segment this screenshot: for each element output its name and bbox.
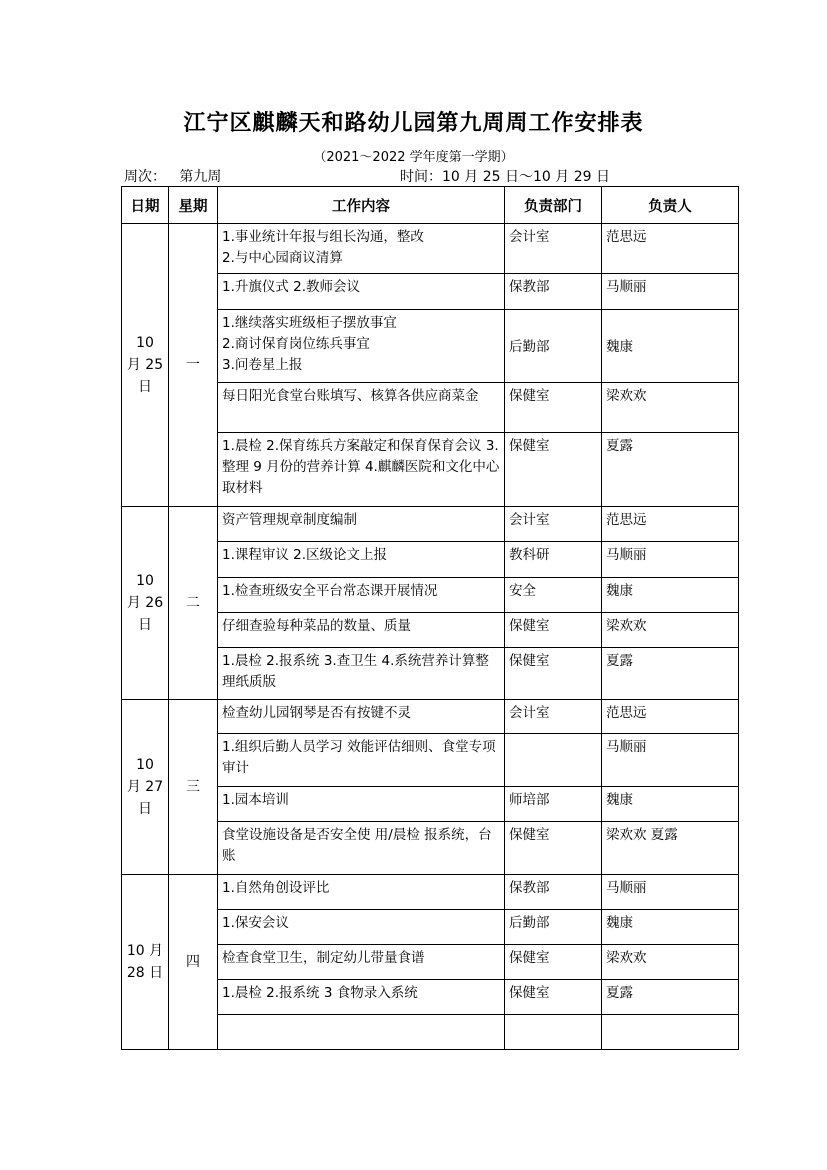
work-content-cell: 每日阳光食堂台账填写、核算各供应商菜金 — [218, 383, 505, 433]
work-content-cell: 1.园本培训 — [218, 787, 505, 822]
person-cell: 范思远 — [602, 700, 739, 734]
table-row — [122, 224, 739, 274]
table-header-row — [122, 187, 739, 224]
work-content-cell: 1.自然角创设评比 — [218, 875, 505, 910]
column-header-department: 负责部门 — [505, 187, 602, 224]
date-cell: 10 月 27 日 — [122, 700, 169, 875]
person-cell: 夏露 — [602, 980, 739, 1015]
department-cell: 保健室 — [505, 383, 602, 433]
department-cell: 保健室 — [505, 648, 602, 700]
table-row — [122, 507, 739, 542]
person-cell: 魏康 — [602, 310, 739, 383]
work-content-cell: 检查幼儿园钢琴是否有按键不灵 — [218, 700, 505, 734]
date-cell: 10 月 26 日 — [122, 507, 169, 700]
department-cell — [505, 734, 602, 787]
work-content-cell: 仔细查验每种菜品的数量、质量 — [218, 613, 505, 648]
work-content-cell: 1.晨检 2.保育练兵方案敲定和保育保育会议 3.整理 9 月份的营养计算 4.麒麟医院和文化中心取材料 — [218, 433, 505, 507]
person-cell: 范思远 — [602, 224, 739, 274]
department-cell: 会计室 — [505, 507, 602, 542]
person-cell: 马顺丽 — [602, 875, 739, 910]
person-cell: 魏康 — [602, 578, 739, 613]
person-cell: 马顺丽 — [602, 274, 739, 310]
work-content-cell: 1.继续落实班级柜子摆放事宜 2.商讨保育岗位练兵事宜 3.问卷星上报 — [218, 310, 505, 383]
department-cell: 后勤部 — [505, 910, 602, 945]
person-cell: 梁欢欢 — [602, 383, 739, 433]
work-content-cell: 1.事业统计年报与组长沟通，整改 2.与中心园商议清算 — [218, 224, 505, 274]
person-cell: 马顺丽 — [602, 542, 739, 578]
time-label: 时间：10 月 25 日～10 月 29 日 — [400, 169, 610, 185]
department-cell: 保健室 — [505, 433, 602, 507]
person-cell: 魏康 — [602, 787, 739, 822]
department-cell: 保健室 — [505, 980, 602, 1015]
person-cell: 夏露 — [602, 433, 739, 507]
department-cell: 师培部 — [505, 787, 602, 822]
column-header-person: 负责人 — [602, 187, 739, 224]
date-cell: 10 月 25 日 — [122, 224, 169, 507]
work-content-cell: 1.课程审议 2.区级论文上报 — [218, 542, 505, 578]
department-cell: 安全 — [505, 578, 602, 613]
department-cell: 保健室 — [505, 945, 602, 980]
person-cell: 魏康 — [602, 910, 739, 945]
person-cell: 梁欢欢 — [602, 613, 739, 648]
weekday-cell: 一 — [169, 224, 218, 507]
work-content-cell: 1.晨检 2.报系统 3.查卫生 4.系统营养计算整理纸质版 — [218, 648, 505, 700]
work-content-cell: 1.晨检 2.报系统 3 食物录入系统 — [218, 980, 505, 1015]
department-cell — [505, 1015, 602, 1050]
work-content-cell: 检查食堂卫生，制定幼儿带量食谱 — [218, 945, 505, 980]
weekday-cell: 四 — [169, 875, 218, 1050]
schedule-table — [121, 186, 739, 1050]
department-cell: 保健室 — [505, 822, 602, 875]
weekday-cell: 二 — [169, 507, 218, 700]
department-cell: 保教部 — [505, 274, 602, 310]
work-content-cell: 资产管理规章制度编制 — [218, 507, 505, 542]
column-header-weekday: 星期 — [169, 187, 218, 224]
weekday-cell: 三 — [169, 700, 218, 875]
date-cell: 10 月 28 日 — [122, 875, 169, 1050]
page-title: 江宁区麒麟天和路幼儿园第九周周工作安排表 — [183, 110, 644, 136]
column-header-date: 日期 — [122, 187, 169, 224]
department-cell: 会计室 — [505, 700, 602, 734]
table-row — [122, 875, 739, 910]
work-content-cell: 1.组织后勤人员学习 效能评估细则、食堂专项审计 — [218, 734, 505, 787]
table-row — [122, 700, 739, 734]
department-cell: 会计室 — [505, 224, 602, 274]
work-content-cell: 食堂设施设备是否安全使 用/晨检 报系统，台账 — [218, 822, 505, 875]
work-content-cell: 1.升旗仪式 2.教师会议 — [218, 274, 505, 310]
person-cell: 马顺丽 — [602, 734, 739, 787]
department-cell: 教科研 — [505, 542, 602, 578]
week-label: 周次： 第九周 — [124, 169, 222, 185]
person-cell: 梁欢欢 夏露 — [602, 822, 739, 875]
person-cell: 范思远 — [602, 507, 739, 542]
page-subtitle: （2021～2022 学年度第一学期） — [313, 150, 514, 165]
work-content-cell: 1.检查班级安全平台常态课开展情况 — [218, 578, 505, 613]
department-cell: 保教部 — [505, 875, 602, 910]
person-cell: 夏露 — [602, 648, 739, 700]
person-cell — [602, 1015, 739, 1050]
department-cell: 保健室 — [505, 613, 602, 648]
column-header-content: 工作内容 — [218, 187, 505, 224]
work-content-cell — [218, 1015, 505, 1050]
person-cell: 梁欢欢 — [602, 945, 739, 980]
department-cell: 后勤部 — [505, 310, 602, 383]
work-content-cell: 1.保安会议 — [218, 910, 505, 945]
